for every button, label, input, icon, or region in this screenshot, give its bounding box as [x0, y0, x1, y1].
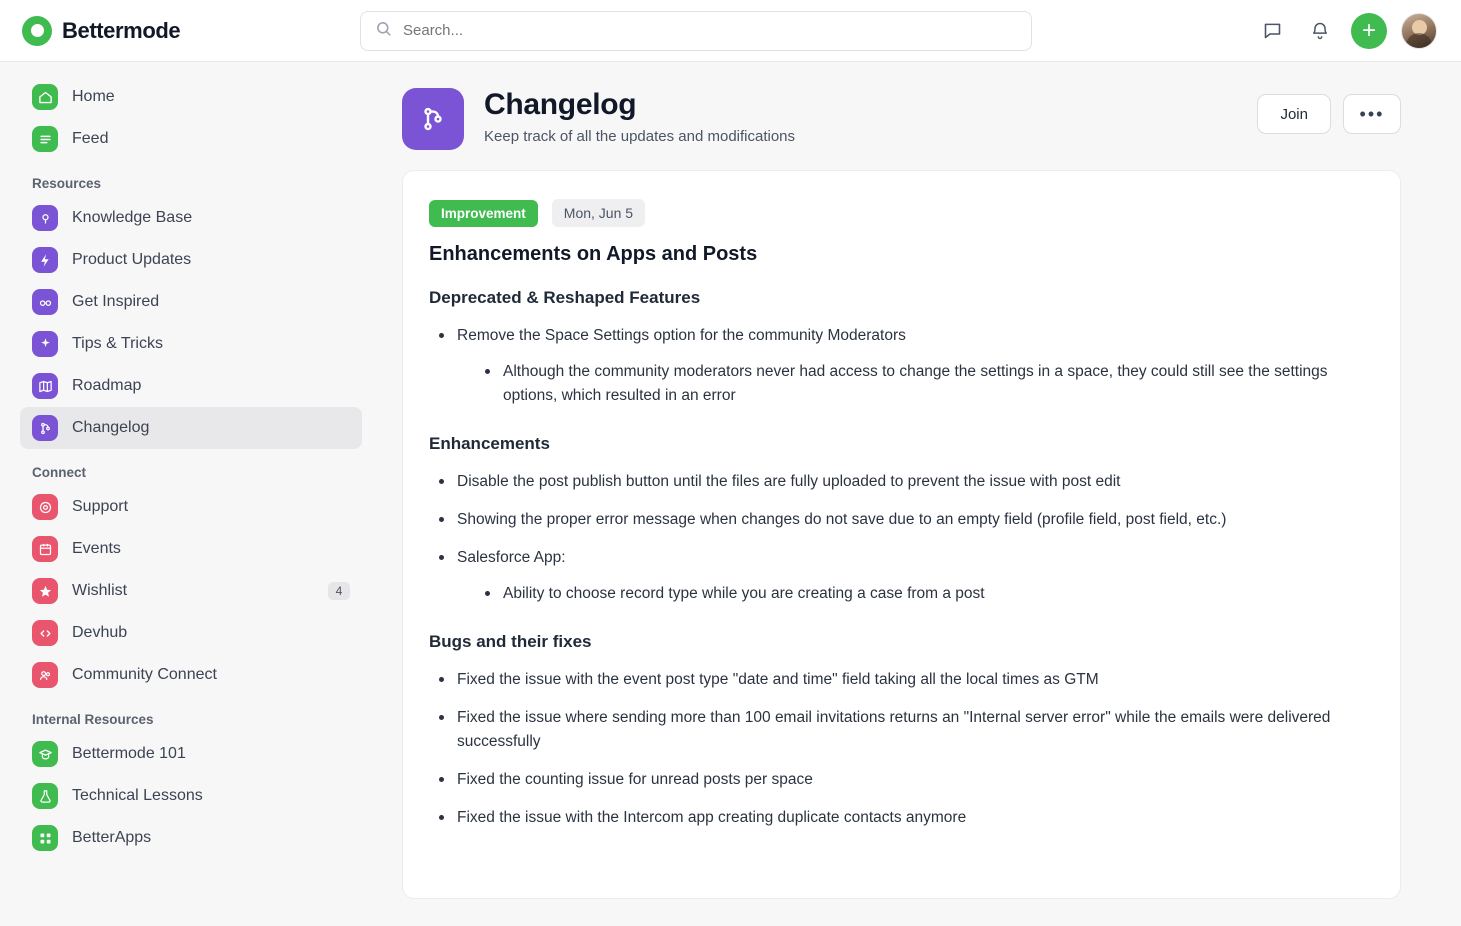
post-section-list	[433, 470, 1374, 606]
sidebar-item-label: Home	[72, 88, 115, 105]
sidebar-item-label: Community Connect	[72, 666, 217, 683]
space-heading-text	[484, 88, 795, 145]
bell-icon[interactable]	[1303, 14, 1337, 48]
top-bar	[0, 0, 1461, 62]
sidebar-item-home[interactable]	[20, 76, 362, 118]
sidebar-item-label: Roadmap	[72, 377, 142, 394]
book-icon	[32, 205, 58, 231]
sidebar-item-label: Get Inspired	[72, 293, 160, 310]
people-icon	[32, 662, 58, 688]
sidebar-item-label: Support	[72, 498, 129, 515]
sidebar-item-label: Technical Lessons	[72, 787, 203, 804]
map-icon	[32, 373, 58, 399]
home-icon	[32, 84, 58, 110]
post-section-list	[433, 324, 1374, 408]
wishlist-badge: 4	[328, 582, 350, 600]
space-header	[402, 80, 1401, 170]
sub-list	[479, 360, 1374, 408]
avatar[interactable]	[1401, 13, 1437, 49]
sidebar-item-label: Changelog	[72, 419, 150, 436]
brand-name: Bettermode	[62, 17, 181, 43]
sidebar-item-label: Feed	[72, 130, 109, 147]
list-item: Disable the post publish button until the files are fully uploaded to prevent the issue with post edit	[433, 470, 1374, 494]
brand[interactable]	[22, 16, 360, 46]
apps-icon	[32, 825, 58, 851]
bettermode-logo-icon	[22, 16, 52, 46]
sub-list-item: Although the community moderators never had access to change the settings in a space, they could still see the settings options, which resulted in an error	[479, 360, 1374, 408]
sidebar-item-betterapps[interactable]	[20, 817, 362, 859]
sidebar-item-label: Events	[72, 540, 121, 557]
sidebar-item-knowledge-base[interactable]	[20, 197, 362, 239]
branch-icon	[32, 415, 58, 441]
sidebar-item-tips-tricks[interactable]	[20, 323, 362, 365]
header-actions	[1257, 88, 1401, 134]
join-button[interactable]: Join	[1257, 94, 1331, 134]
calendar-icon	[32, 536, 58, 562]
changelog-post-card	[402, 170, 1401, 899]
sidebar-item-label: Wishlist	[72, 582, 128, 599]
search-input[interactable]	[403, 22, 1017, 39]
sidebar-item-label: Bettermode 101	[72, 745, 186, 762]
main-content	[382, 62, 1461, 926]
list-item-text: Remove the Space Settings option for the community Moderators	[457, 327, 906, 344]
sidebar-section-title: Connect	[32, 465, 86, 480]
space-avatar-branch-icon	[402, 88, 464, 150]
list-item: Fixed the issue with the Intercom app creating duplicate contacts anymore	[433, 806, 1374, 830]
sidebar-section-title: Resources	[32, 176, 102, 191]
sidebar-item-feed[interactable]	[20, 118, 362, 160]
sidebar-item-support[interactable]	[20, 486, 362, 528]
sidebar-section-title: Internal Resources	[32, 712, 154, 727]
post-section-heading: Deprecated & Reshaped Features	[429, 288, 701, 307]
list-item: Showing the proper error message when changes do not save due to an empty field (profile field, post field, etc.)	[433, 508, 1374, 532]
graduation-icon	[32, 741, 58, 767]
list-item	[433, 324, 1374, 408]
sidebar-item-devhub[interactable]	[20, 612, 362, 654]
sidebar-item-get-inspired[interactable]	[20, 281, 362, 323]
post-section-list	[433, 668, 1374, 830]
sidebar-item-label: Devhub	[72, 624, 128, 641]
sidebar-item-label: BetterApps	[72, 829, 152, 846]
sidebar-item-wishlist[interactable]	[20, 570, 362, 612]
post-title: Enhancements on Apps and Posts	[429, 243, 758, 265]
search-box[interactable]	[360, 11, 1032, 51]
sidebar	[0, 62, 382, 926]
feed-icon	[32, 126, 58, 152]
post-date: Mon, Jun 5	[552, 199, 645, 227]
sidebar-item-technical-lessons[interactable]	[20, 775, 362, 817]
sidebar-item-events[interactable]	[20, 528, 362, 570]
lifebuoy-icon	[32, 494, 58, 520]
code-icon	[32, 620, 58, 646]
post-section-heading: Bugs and their fixes	[429, 632, 592, 652]
sidebar-item-roadmap[interactable]	[20, 365, 362, 407]
search-container	[360, 11, 1032, 51]
sidebar-item-community-connect[interactable]	[20, 654, 362, 696]
list-item: Fixed the issue with the event post type "date and time" field taking all the local times as GTM	[433, 668, 1374, 692]
sidebar-item-bettermode-101[interactable]	[20, 733, 362, 775]
list-item	[433, 546, 1374, 606]
status-badge: Improvement	[429, 200, 538, 227]
chat-icon[interactable]	[1255, 14, 1289, 48]
sidebar-item-label: Product Updates	[72, 251, 192, 268]
sub-list-item: Ability to choose record type while you are creating a case from a post	[479, 582, 1374, 606]
list-item-text: Salesforce App:	[457, 549, 566, 567]
more-options-button[interactable]: •••	[1343, 94, 1401, 134]
list-item: Fixed the issue where sending more than 100 email invitations returns an "Internal server error" while the emails were delivered successfully	[433, 706, 1374, 754]
search-icon	[375, 20, 392, 42]
post-meta	[429, 199, 1374, 227]
page-title: Changelog	[484, 88, 637, 121]
top-actions	[1255, 13, 1437, 49]
sub-list	[479, 582, 1374, 606]
star-icon	[32, 578, 58, 604]
sidebar-item-product-updates[interactable]	[20, 239, 362, 281]
sidebar-item-changelog[interactable]	[20, 407, 362, 449]
post-section-heading: Enhancements	[429, 434, 550, 454]
page-subtitle: Keep track of all the updates and modifications	[484, 128, 796, 145]
list-item: Fixed the counting issue for unread posts per space	[433, 768, 1374, 792]
sidebar-item-label: Knowledge Base	[72, 209, 193, 226]
sidebar-item-label: Tips & Tricks	[72, 335, 163, 352]
flask-icon	[32, 783, 58, 809]
binoculars-icon	[32, 289, 58, 315]
bolt-icon	[32, 247, 58, 273]
sparkle-icon	[32, 331, 58, 357]
create-button[interactable]: +	[1351, 13, 1387, 49]
